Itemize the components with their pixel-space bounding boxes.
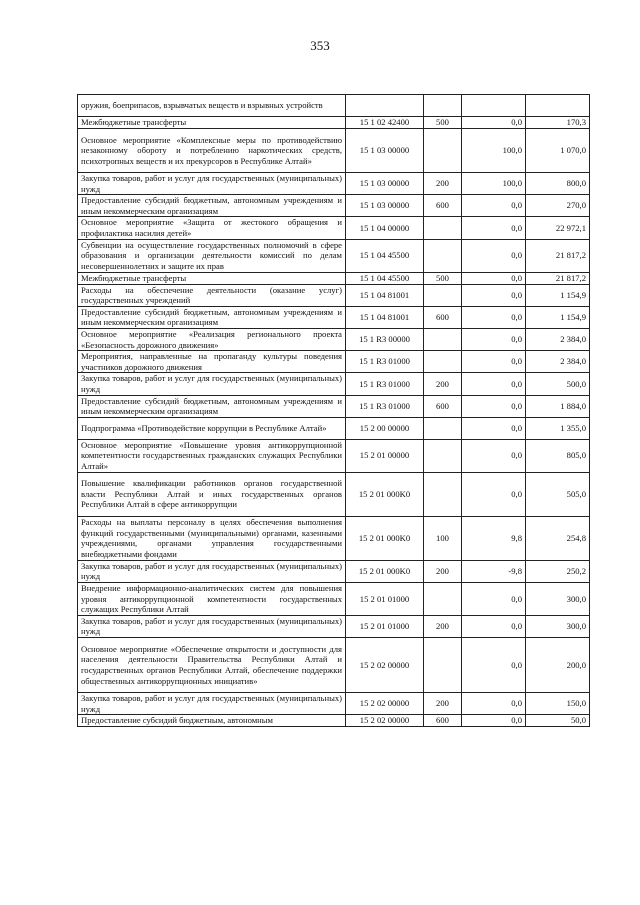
row-expense-type xyxy=(424,351,462,373)
table-row xyxy=(78,582,590,615)
table-row xyxy=(78,272,590,284)
row-target-code: 15 2 01 000K0 xyxy=(346,560,424,582)
row-name: Предоставление субсидий бюджетным, автономным учреждениям и иным некоммерческим организациям xyxy=(78,306,346,328)
row-target-code: 15 1 04 81001 xyxy=(346,306,424,328)
row-total-amount: 270,0 xyxy=(526,195,590,217)
budget-table xyxy=(77,94,590,727)
row-target-code: 15 2 00 00000 xyxy=(346,417,424,439)
row-target-code: 15 2 01 01000 xyxy=(346,582,424,615)
row-total-amount: 254,8 xyxy=(526,516,590,560)
row-change-amount: 100,0 xyxy=(462,173,526,195)
row-target-code: 15 1 R3 01000 xyxy=(346,351,424,373)
table-row xyxy=(78,439,590,472)
row-expense-type: 600 xyxy=(424,395,462,417)
row-change-amount: 0,0 xyxy=(462,351,526,373)
row-expense-type xyxy=(424,472,462,516)
row-name: Предоставление субсидий бюджетным, автономным учреждениям и иным некоммерческим организациям xyxy=(78,195,346,217)
row-total-amount: 250,2 xyxy=(526,560,590,582)
row-target-code: 15 1 02 42400 xyxy=(346,117,424,129)
row-expense-type xyxy=(424,95,462,117)
table-row xyxy=(78,693,590,715)
table-row xyxy=(78,173,590,195)
row-total-amount: 300,0 xyxy=(526,615,590,637)
row-name: Основное мероприятие «Повышение уровня антикоррупционной компетентности государственных гражданских служащих Республики Алтай» xyxy=(78,439,346,472)
table-row xyxy=(78,306,590,328)
table-row xyxy=(78,615,590,637)
row-total-amount: 200,0 xyxy=(526,638,590,693)
table-row xyxy=(78,284,590,306)
row-name: Предоставление субсидий бюджетным, автономным xyxy=(78,715,346,727)
row-change-amount: 0,0 xyxy=(462,693,526,715)
row-change-amount: 0,0 xyxy=(462,195,526,217)
row-name: Расходы на выплаты персоналу в целях обеспечения выполнения функций государственными (муниципальными) органами, казенными учреждениями, органами управления государственными внебюджетными фондами xyxy=(78,516,346,560)
row-target-code: 15 1 04 45500 xyxy=(346,239,424,272)
row-total-amount: 505,0 xyxy=(526,472,590,516)
row-expense-type xyxy=(424,217,462,239)
row-target-code: 15 1 03 00000 xyxy=(346,173,424,195)
table-row xyxy=(78,395,590,417)
row-total-amount: 21 817,2 xyxy=(526,272,590,284)
row-name: Основное мероприятие «Обеспечение открытости и доступности для населения деятельности Правительства Республики Алтай и государственных органов Республики Алтай, обеспечение поддержки общественных антикоррупционных инициатив» xyxy=(78,638,346,693)
row-target-code: 15 2 01 000K0 xyxy=(346,472,424,516)
row-total-amount: 21 817,2 xyxy=(526,239,590,272)
table-row xyxy=(78,373,590,395)
row-expense-type: 200 xyxy=(424,373,462,395)
row-name: Мероприятия, направленные на пропаганду культуры поведения участников дорожного движения xyxy=(78,351,346,373)
row-expense-type: 600 xyxy=(424,715,462,727)
table-row xyxy=(78,560,590,582)
row-expense-type: 200 xyxy=(424,693,462,715)
row-name: Закупка товаров, работ и услуг для государственных (муниципальных) нужд xyxy=(78,560,346,582)
row-target-code: 15 1 R3 01000 xyxy=(346,395,424,417)
row-name: Повышение квалификации работников органов государственной власти Республики Алтай и иных государственных органов Республики Алтай в сфере антикоррупции xyxy=(78,472,346,516)
row-change-amount: 100,0 xyxy=(462,129,526,173)
row-change-amount: 0,0 xyxy=(462,638,526,693)
row-change-amount: 0,0 xyxy=(462,715,526,727)
row-change-amount: 0,0 xyxy=(462,395,526,417)
row-change-amount: 0,0 xyxy=(462,472,526,516)
row-name: Основное мероприятие «Защита от жестокого обращения и профилактика насилия детей» xyxy=(78,217,346,239)
row-change-amount: 0,0 xyxy=(462,284,526,306)
row-target-code: 15 2 01 01000 xyxy=(346,615,424,637)
table-row xyxy=(78,351,590,373)
row-change-amount: 0,0 xyxy=(462,328,526,350)
row-expense-type xyxy=(424,129,462,173)
row-total-amount: 1 355,0 xyxy=(526,417,590,439)
row-total-amount: 1 884,0 xyxy=(526,395,590,417)
row-total-amount: 170,3 xyxy=(526,117,590,129)
row-name: оружия, боеприпасов, взрывчатых веществ и взрывных устройств xyxy=(78,95,346,117)
row-total-amount: 1 154,9 xyxy=(526,284,590,306)
row-target-code: 15 2 02 00000 xyxy=(346,693,424,715)
row-expense-type xyxy=(424,582,462,615)
row-expense-type: 200 xyxy=(424,615,462,637)
row-total-amount: 22 972,1 xyxy=(526,217,590,239)
row-expense-type: 200 xyxy=(424,173,462,195)
table-row xyxy=(78,239,590,272)
row-name: Основное мероприятие «Реализация регионального проекта «Безопасность дорожного движения» xyxy=(78,328,346,350)
row-target-code: 15 1 03 00000 xyxy=(346,195,424,217)
table-row xyxy=(78,472,590,516)
row-name: Подпрограмма «Противодействие коррупции в Республике Алтай» xyxy=(78,417,346,439)
row-change-amount: 0,0 xyxy=(462,439,526,472)
row-total-amount xyxy=(526,95,590,117)
row-change-amount: 0,0 xyxy=(462,117,526,129)
row-change-amount: 0,0 xyxy=(462,272,526,284)
row-expense-type xyxy=(424,638,462,693)
row-name: Межбюджетные трансферты xyxy=(78,272,346,284)
row-total-amount: 1 070,0 xyxy=(526,129,590,173)
row-change-amount: 0,0 xyxy=(462,615,526,637)
row-total-amount: 800,0 xyxy=(526,173,590,195)
row-target-code: 15 1 R3 00000 xyxy=(346,328,424,350)
row-expense-type: 600 xyxy=(424,195,462,217)
row-change-amount: 0,0 xyxy=(462,217,526,239)
row-change-amount: -9,8 xyxy=(462,560,526,582)
row-change-amount: 0,0 xyxy=(462,306,526,328)
row-expense-type: 200 xyxy=(424,560,462,582)
row-change-amount: 0,0 xyxy=(462,417,526,439)
row-expense-type: 500 xyxy=(424,117,462,129)
row-total-amount: 2 384,0 xyxy=(526,351,590,373)
row-total-amount: 500,0 xyxy=(526,373,590,395)
row-total-amount: 1 154,9 xyxy=(526,306,590,328)
row-name: Межбюджетные трансферты xyxy=(78,117,346,129)
row-name: Закупка товаров, работ и услуг для государственных (муниципальных) нужд xyxy=(78,693,346,715)
row-target-code: 15 1 04 45500 xyxy=(346,272,424,284)
row-change-amount: 9,8 xyxy=(462,516,526,560)
table-row xyxy=(78,638,590,693)
row-name: Предоставление субсидий бюджетным, автономным учреждениям и иным некоммерческим организациям xyxy=(78,395,346,417)
row-name: Закупка товаров, работ и услуг для государственных (муниципальных) нужд xyxy=(78,173,346,195)
budget-table-body xyxy=(78,95,590,727)
row-change-amount: 0,0 xyxy=(462,582,526,615)
row-expense-type: 500 xyxy=(424,272,462,284)
table-row xyxy=(78,217,590,239)
row-total-amount: 805,0 xyxy=(526,439,590,472)
row-target-code: 15 1 04 81001 xyxy=(346,284,424,306)
row-target-code: 15 1 03 00000 xyxy=(346,129,424,173)
row-total-amount: 50,0 xyxy=(526,715,590,727)
row-expense-type xyxy=(424,239,462,272)
row-name: Закупка товаров, работ и услуг для государственных (муниципальных) нужд xyxy=(78,373,346,395)
row-total-amount: 2 384,0 xyxy=(526,328,590,350)
table-row xyxy=(78,715,590,727)
row-name: Внедрение информационно-аналитических систем для повышения уровня антикоррупционной компетентности государственных служащих Республики Алтай xyxy=(78,582,346,615)
row-expense-type xyxy=(424,284,462,306)
row-target-code: 15 2 01 00000 xyxy=(346,439,424,472)
table-row xyxy=(78,129,590,173)
row-expense-type xyxy=(424,417,462,439)
row-target-code: 15 2 02 00000 xyxy=(346,715,424,727)
row-target-code: 15 1 04 00000 xyxy=(346,217,424,239)
row-change-amount: 0,0 xyxy=(462,239,526,272)
table-row xyxy=(78,516,590,560)
row-expense-type xyxy=(424,439,462,472)
row-change-amount xyxy=(462,95,526,117)
table-row xyxy=(78,95,590,117)
page-number: 353 xyxy=(310,38,330,53)
row-total-amount: 300,0 xyxy=(526,582,590,615)
row-expense-type: 600 xyxy=(424,306,462,328)
row-target-code: 15 2 01 000K0 xyxy=(346,516,424,560)
table-row xyxy=(78,328,590,350)
table-row xyxy=(78,417,590,439)
row-name: Субвенции на осуществление государственных полномочий в сфере образования и организации деятельности комиссий по делам несовершеннолетних и защите их прав xyxy=(78,239,346,272)
row-target-code: 15 2 02 00000 xyxy=(346,638,424,693)
row-name: Закупка товаров, работ и услуг для государственных (муниципальных) нужд xyxy=(78,615,346,637)
row-target-code: 15 1 R3 01000 xyxy=(346,373,424,395)
row-expense-type xyxy=(424,328,462,350)
table-row xyxy=(78,117,590,129)
row-name: Основное мероприятие «Комплексные меры по противодействию незаконному обороту и потреблению наркотических средств, психотропных веществ и их прекурсоров в Республике Алтай» xyxy=(78,129,346,173)
row-name: Расходы на обеспечение деятельности (оказание услуг) государственных учреждений xyxy=(78,284,346,306)
table-row xyxy=(78,195,590,217)
row-change-amount: 0,0 xyxy=(462,373,526,395)
row-total-amount: 150,0 xyxy=(526,693,590,715)
row-expense-type: 100 xyxy=(424,516,462,560)
row-target-code xyxy=(346,95,424,117)
